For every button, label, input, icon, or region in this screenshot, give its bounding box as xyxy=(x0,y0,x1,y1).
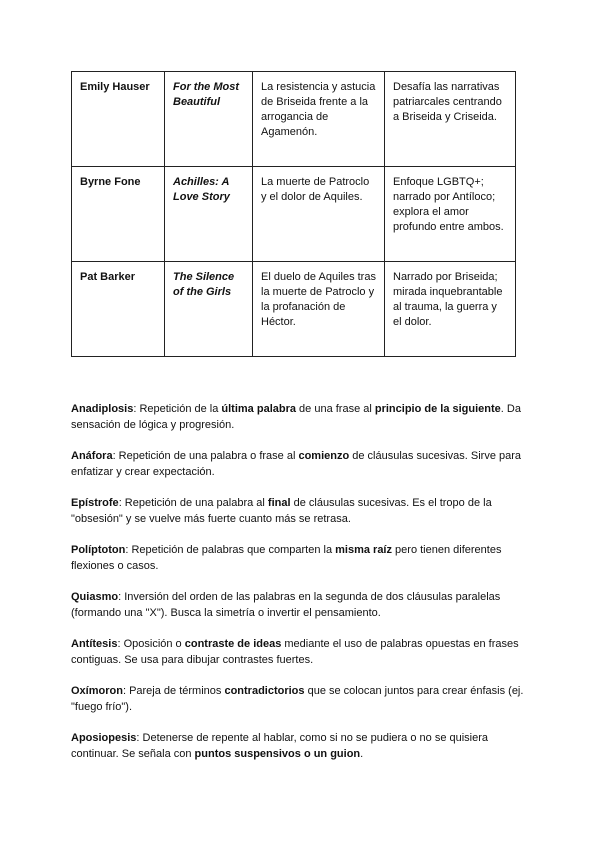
definitions-list xyxy=(71,401,531,777)
focus-cell: Desafía las narrativas patriarcales centrando a Briseida y Criseida. xyxy=(385,72,516,167)
text: : Detenerse de repente al hablar, como si no se pudiera o no se quisiera continuar. Se señala con xyxy=(71,732,489,760)
text: : Inversión del orden de las palabras en la segunda de dos cláusulas paralelas (formando una "X"). Busca la simetría o invertir el pensamiento. xyxy=(71,591,501,619)
author-cell: Byrne Fone xyxy=(72,167,165,262)
table-row xyxy=(72,262,516,357)
plot-cell: La muerte de Patroclo y el dolor de Aquiles. xyxy=(253,167,385,262)
term: Aposiopesis xyxy=(71,732,137,744)
title-cell: Achilles: A Love Story xyxy=(165,167,253,262)
author-cell: Pat Barker xyxy=(72,262,165,357)
keyword: puntos suspensivos o un guion xyxy=(194,748,361,760)
definition-anafora xyxy=(71,448,531,480)
definition-quiasmo xyxy=(71,589,531,621)
text: que se colocan juntos para crear énfasis (ej. "fuego frío"). xyxy=(71,685,524,713)
focus-cell: Narrado por Briseida; mirada inquebrantable al trauma, la guerra y el dolor. xyxy=(385,262,516,357)
text: : Repetición de una palabra o frase al xyxy=(112,450,299,462)
table-row xyxy=(72,167,516,262)
text: : Repetición de una palabra al xyxy=(118,497,268,509)
text: de una frase al xyxy=(295,403,375,415)
text: de cláusulas sucesivas. Es el tropo de la "obsesión" y se vuelve más fuerte cuanto más se retrasa. xyxy=(71,497,492,525)
keyword: última palabra xyxy=(221,403,296,415)
definition-poliptoton xyxy=(71,542,531,574)
term: Políptoton xyxy=(71,544,126,556)
term: Epístrofe xyxy=(71,497,119,509)
text: : Repetición de la xyxy=(133,403,222,415)
keyword: principio de la siguiente xyxy=(374,403,501,415)
text: : Pareja de términos xyxy=(122,685,225,697)
text: : Repetición de palabras que comparten la xyxy=(125,544,336,556)
focus-cell: Enfoque LGBTQ+; narrado por Antíloco; explora el amor profundo entre ambos. xyxy=(385,167,516,262)
definition-aposiopesis xyxy=(71,730,531,762)
keyword: contraste de ideas xyxy=(184,638,282,650)
plot-cell: El duelo de Aquiles tras la muerte de Patroclo y la profanación de Héctor. xyxy=(253,262,385,357)
works-table xyxy=(71,71,516,357)
keyword: final xyxy=(267,497,291,509)
definition-oximoron xyxy=(71,683,531,715)
term: Anadiplosis xyxy=(71,403,134,415)
term: Oxímoron xyxy=(71,685,123,697)
term: Anáfora xyxy=(71,450,113,462)
text: . xyxy=(360,748,364,760)
text: de cláusulas sucesivas. Sirve para enfatizar y crear expectación. xyxy=(71,450,522,478)
keyword: contradictorios xyxy=(224,685,305,697)
author-cell: Emily Hauser xyxy=(72,72,165,167)
text: mediante el uso de palabras opuestas en frases contiguas. Se usa para dibujar contrastes fuertes. xyxy=(71,638,519,666)
plot-cell: La resistencia y astucia de Briseida frente a la arrogancia de Agamenón. xyxy=(253,72,385,167)
table-row xyxy=(72,72,516,167)
text: . Da sensación de lógica y progresión. xyxy=(71,403,521,431)
term: Antítesis xyxy=(71,638,118,650)
title-cell: The Silence of the Girls xyxy=(165,262,253,357)
text: : Oposición o xyxy=(117,638,185,650)
keyword: comienzo xyxy=(298,450,350,462)
definition-epistrofe xyxy=(71,495,531,527)
definition-antitesis xyxy=(71,636,531,668)
keyword: misma raíz xyxy=(335,544,392,556)
text: pero tienen diferentes flexiones o casos. xyxy=(71,544,502,572)
definition-anadiplosis xyxy=(71,401,531,433)
term: Quiasmo xyxy=(71,591,119,603)
title-cell: For the Most Beautiful xyxy=(165,72,253,167)
